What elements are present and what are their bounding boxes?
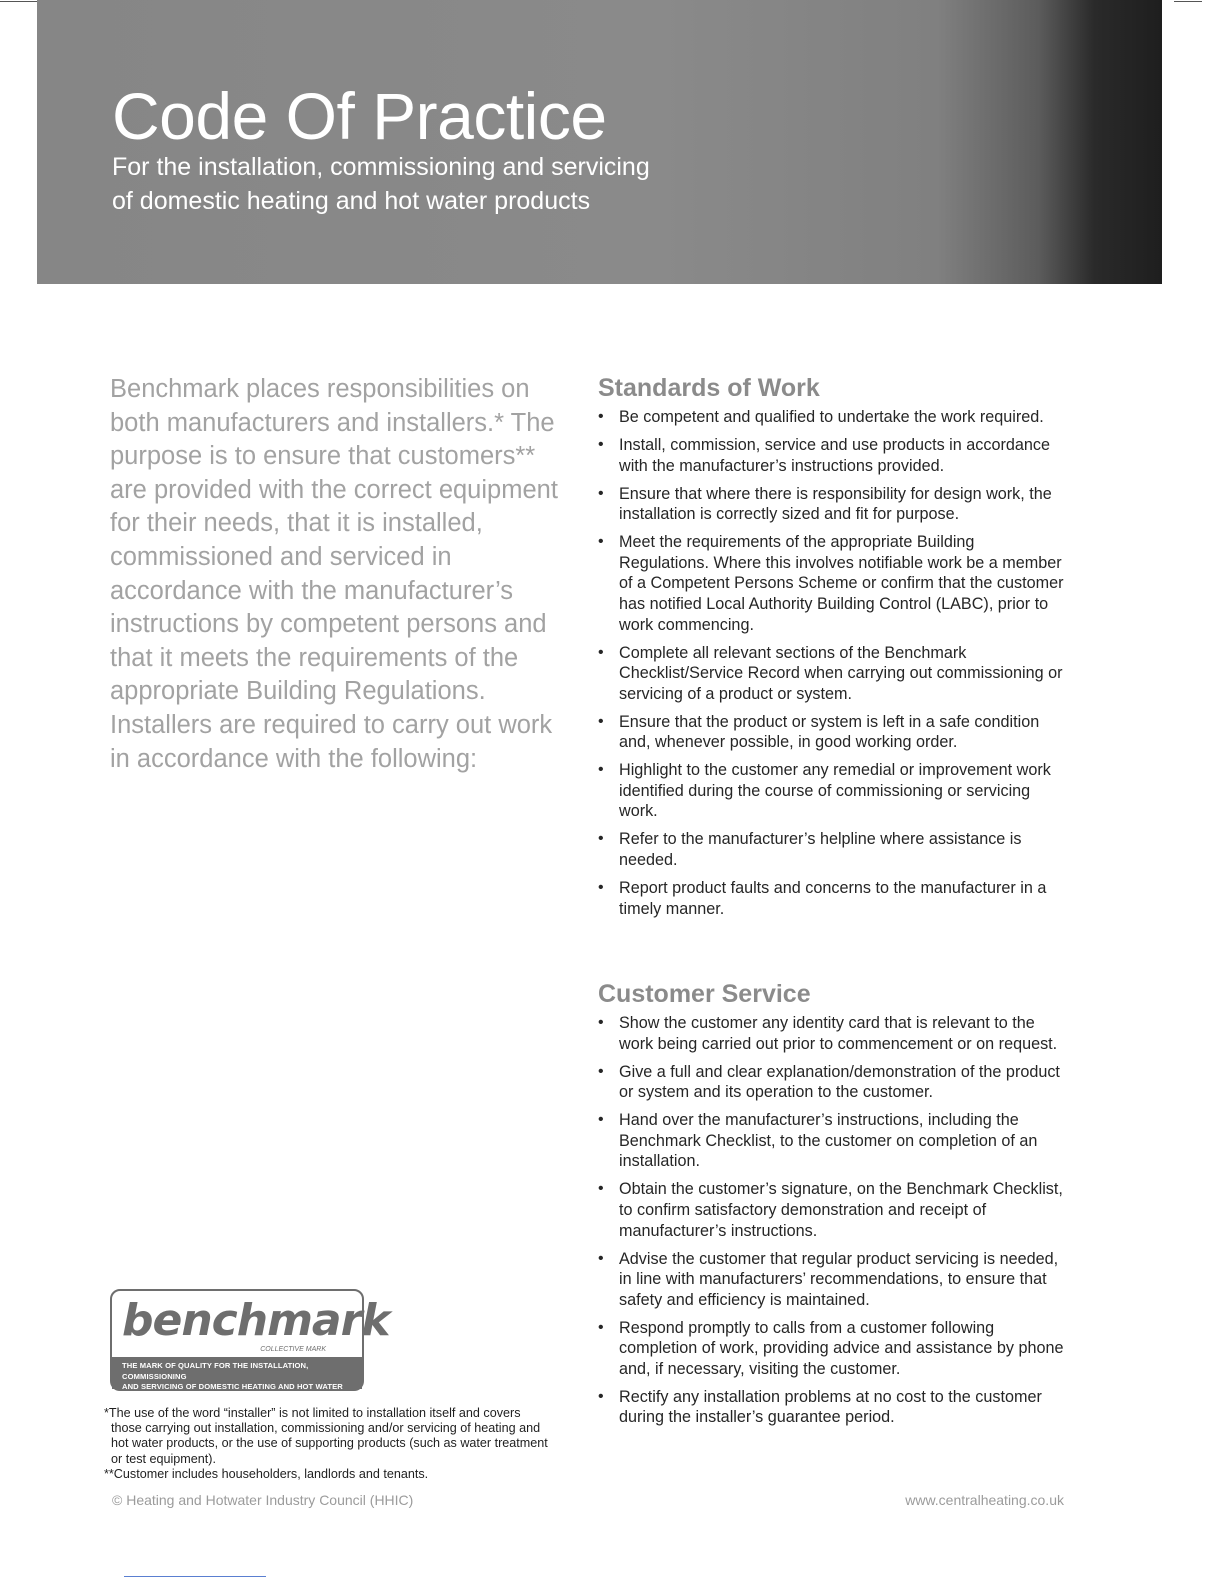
standards-of-work-section: [598, 374, 1068, 927]
benchmark-logo: [110, 1289, 390, 1402]
list-item: • Report product faults and concerns to the manufacturer in a timely manner.: [598, 878, 1068, 919]
customer-service-heading: Customer Service: [598, 980, 811, 1008]
footnote-installer: *The use of the word “installer” is not limited to installation itself and covers those carrying out installation, commissioning and/or servicing of heating and hot water products, or the use of supporting products (such as water treatment or test equipment).: [104, 1406, 548, 1466]
list-item: • Rectify any installation problems at no cost to the customer during the installer’s guarantee period.: [598, 1387, 1068, 1428]
logo-wordmark: benchmark: [122, 1295, 390, 1346]
customer-service-list: [598, 1013, 1068, 1428]
logo-tagline-band: [112, 1357, 362, 1402]
logo-tagline-line-1: THE MARK OF QUALITY FOR THE INSTALLATION, COMMISSIONING: [122, 1361, 309, 1381]
standards-list: [598, 407, 1068, 919]
standards-heading: Standards of Work: [598, 374, 820, 402]
footnotes: [104, 1406, 554, 1482]
list-item: • Be competent and qualified to undertake the work required.: [598, 407, 1068, 428]
crop-mark-top-left: [0, 1, 40, 2]
list-item: • Refer to the manufacturer’s helpline where assistance is needed.: [598, 829, 1068, 870]
crop-mark-bottom-left: [124, 1576, 266, 1577]
list-item: • Show the customer any identity card that is relevant to the work being carried out prior to commencement or on request.: [598, 1013, 1068, 1054]
subtitle-line-1: For the installation, commissioning and servicing: [112, 153, 650, 181]
list-item: • Highlight to the customer any remedial or improvement work identified during the course of commissioning or servicing work.: [598, 760, 1068, 822]
list-item: • Complete all relevant sections of the Benchmark Checklist/Service Record when carrying out commissioning or servicing of a product or system.: [598, 643, 1068, 705]
list-item: • Meet the requirements of the appropriate Building Regulations. Where this involves notifiable work be a member of a Competent Persons Scheme or confirm that the customer has notified Local Authority Building Control (LABC), prior to work commencing.: [598, 532, 1068, 635]
list-item: • Obtain the customer’s signature, on the Benchmark Checklist, to confirm satisfactory demonstration and receipt of manufacturer’s instructions.: [598, 1179, 1068, 1241]
list-item: • Hand over the manufacturer’s instructions, including the Benchmark Checklist, to the customer on completion of an installation.: [598, 1110, 1068, 1172]
logo-collective-mark: COLLECTIVE MARK: [260, 1346, 326, 1353]
page-subtitle: [112, 150, 732, 218]
list-item: • Advise the customer that regular product servicing is needed, in line with manufacturers’ recommendations, to ensure that safety and efficiency is maintained.: [598, 1249, 1068, 1311]
list-item: • Ensure that where there is responsibility for design work, the installation is correctly sized and fit for purpose.: [598, 484, 1068, 525]
footer-copyright: © Heating and Hotwater Industry Council (HHIC): [112, 1492, 414, 1508]
list-item: • Give a full and clear explanation/demonstration of the product or system and its operation to the customer.: [598, 1062, 1068, 1103]
footnote-customer: **Customer includes householders, landlords and tenants.: [104, 1466, 429, 1481]
intro-paragraph: Benchmark places responsibilities on both manufacturers and installers.* The purpose is to ensure that customers** are provided with the correct equipment for their needs, that it is installed, commissioned and serviced in accordance with the manufacturer’s instructions by competent persons and that it meets the requirements of the appropriate Building Regulations. Installers are required to carry out work in accordance with the following:: [110, 375, 558, 773]
footer-website: www.centralheating.co.uk: [905, 1492, 1064, 1508]
subtitle-line-2: of domestic heating and hot water products: [112, 187, 591, 215]
list-item: • Respond promptly to calls from a customer following completion of work, providing advice and assistance by phone and, if necessary, visiting the customer.: [598, 1318, 1068, 1380]
logo-tagline-line-2: AND SERVICING OF DOMESTIC HEATING AND HOT WATER SYSTEMS: [122, 1382, 343, 1402]
list-item: • Install, commission, service and use products in accordance with the manufacturer’s instructions provided.: [598, 435, 1068, 476]
list-item: • Ensure that the product or system is left in a safe condition and, whenever possible, in good working order.: [598, 712, 1068, 753]
header-banner: [37, 0, 1162, 284]
crop-mark-top-right: [1174, 1, 1202, 2]
customer-service-section: [598, 980, 1068, 1435]
page-title: Code Of Practice: [112, 79, 607, 153]
